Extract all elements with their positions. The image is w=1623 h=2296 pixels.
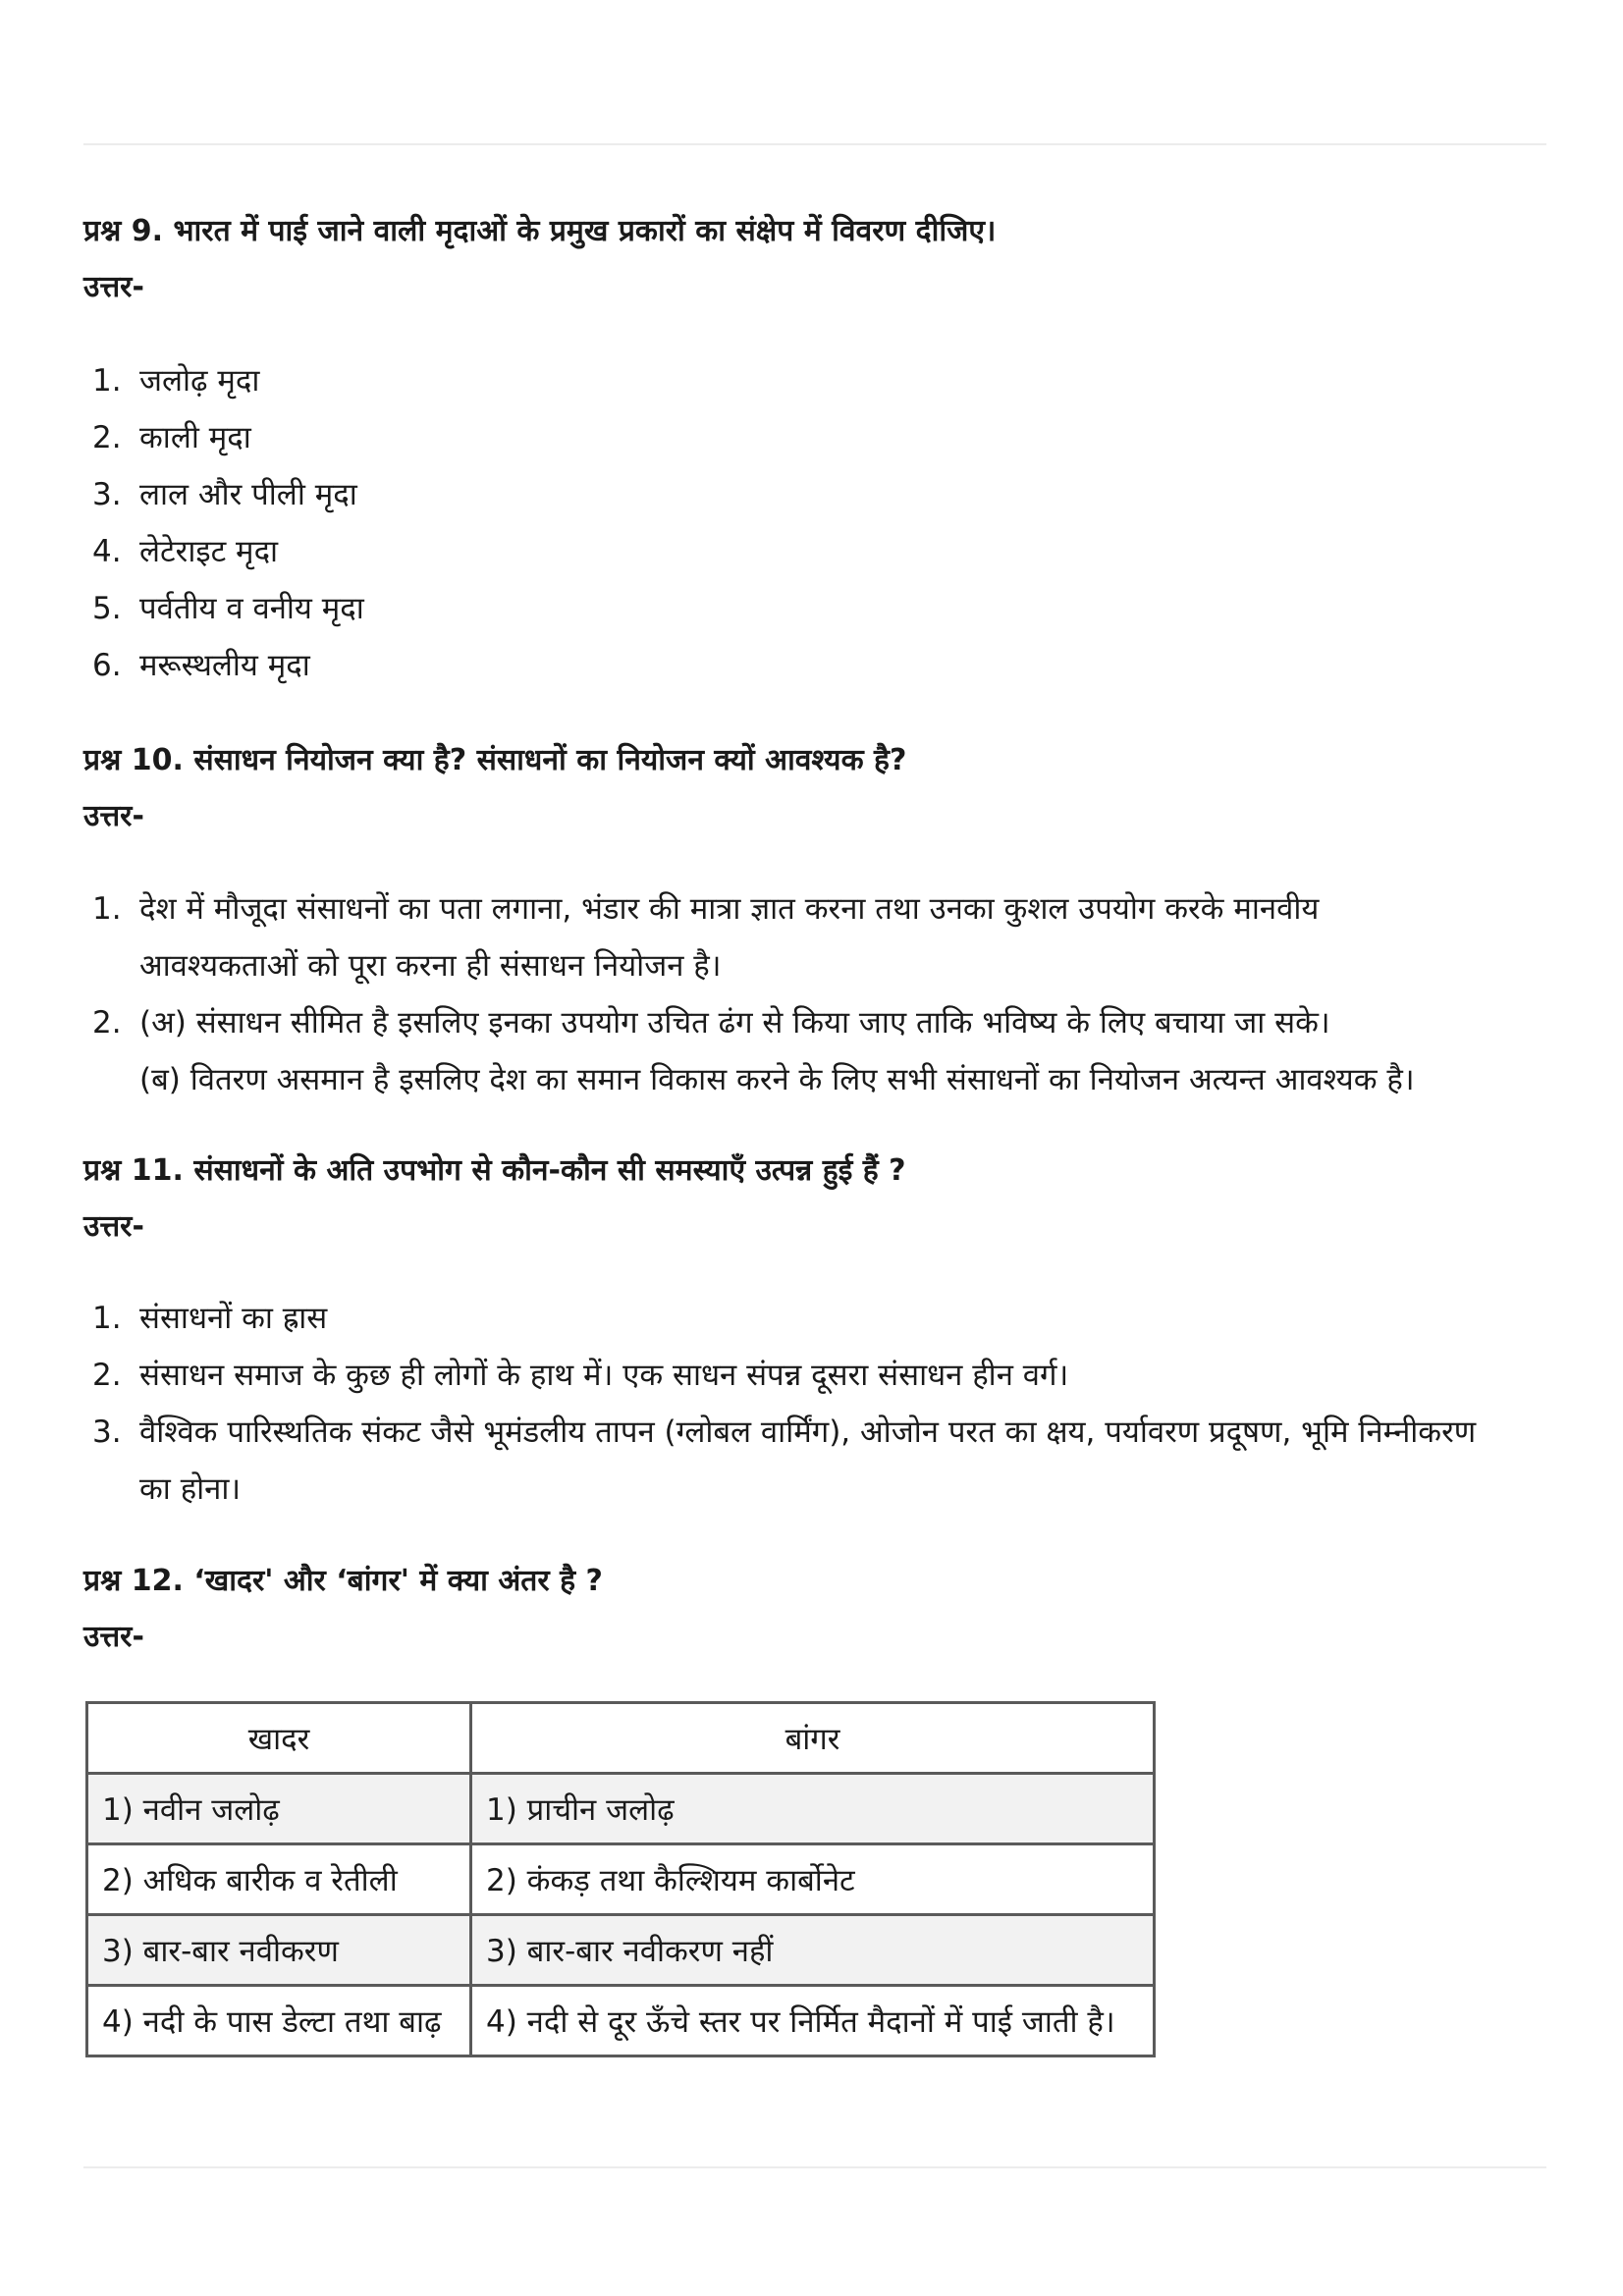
list-item: 1. जलोढ़ मृदा xyxy=(92,363,260,399)
list-item: 4. लेटेराइट मृदा xyxy=(92,534,279,569)
question-12: प्रश्न 12. ‘खादर' और ‘बांगर' में क्या अंतर है ? xyxy=(83,1564,603,1598)
table-row xyxy=(87,1915,1155,1986)
top-divider xyxy=(83,143,1546,145)
table-header-row xyxy=(87,1703,1155,1774)
question-9: प्रश्न 9. भारत में पाई जाने वाली मृदाओं के प्रमुख प्रकारों का संक्षेप में विवरण दीजिए। xyxy=(83,214,997,248)
question-10: प्रश्न 10. संसाधन नियोजन क्या है? संसाधनों का नियोजन क्यों आवश्यक है? xyxy=(83,743,907,777)
list-item: 5. पर्वतीय व वनीय मृदा xyxy=(92,591,364,626)
table-cell: 3) बार-बार नवीकरण xyxy=(87,1915,471,1986)
table-cell: 4) नदी से दूर ऊँचे स्तर पर निर्मित मैदानों में पाई जाती है। xyxy=(471,1986,1155,2056)
table-header-khadar: खादर xyxy=(87,1703,471,1774)
answer-label-10: उत्तर- xyxy=(83,799,144,833)
table-cell: 4) नदी के पास डेल्टा तथा बाढ़ xyxy=(87,1986,471,2056)
table-row xyxy=(87,1774,1155,1844)
list-item: 2. काली मृदा xyxy=(92,420,251,455)
list-item: 2. (अ) संसाधन सीमित है इसलिए इनका उपयोग उचित ढंग से किया जाए ताकि भविष्य के लिए बचाया जा सके। (ब) वितरण असमान है इसलिए देश का समान विकास करने के लिए सभी संसाधनों का नियोजन अत्यन्त आवश्यक है। xyxy=(92,1005,1415,1097)
list-item: 6. मरूस्थलीय मृदा xyxy=(92,648,310,683)
list-item: 3. लाल और पीली मृदा xyxy=(92,477,357,512)
answer-list-9 xyxy=(83,352,1556,694)
answer-list-11 xyxy=(83,1290,1556,1518)
table-cell: 3) बार-बार नवीकरण नहीं xyxy=(471,1915,1155,1986)
table-header-bangar: बांगर xyxy=(471,1703,1155,1774)
table-row xyxy=(87,1986,1155,2056)
answer-label-11: उत्तर- xyxy=(83,1209,144,1244)
question-11: प्रश्न 11. संसाधनों के अति उपभोग से कौन-कौन सी समस्याएँ उत्पन्न हुई हैं ? xyxy=(83,1153,906,1188)
table-cell: 2) कंकड़ तथा कैल्शियम कार्बोनेट xyxy=(471,1844,1155,1915)
answer-list-10 xyxy=(83,881,1556,1108)
answer-label-12: उत्तर- xyxy=(83,1620,144,1654)
list-item: 3. वैश्विक पारिस्थतिक संकट जैसे भूमंडलीय तापन (ग्लोबल वार्मिंग), ओजोन परत का क्षय, पर्यावरण प्रदूषण, भूमि निम्नीकरण का होना। xyxy=(92,1415,1477,1507)
list-item: 1. देश में मौजूदा संसाधनों का पता लगाना, भंडार की मात्रा ज्ञात करना तथा उनका कुशल उपयोग करके मानवीय आवश्यकताओं को पूरा करना ही संसाधन नियोजन है। xyxy=(92,891,1320,984)
list-item: 2. संसाधन समाज के कुछ ही लोगों के हाथ में। एक साधन संपन्न दूसरा संसाधन हीन वर्ग। xyxy=(92,1358,1069,1393)
khadar-bangar-table xyxy=(85,1701,1156,2057)
bottom-divider xyxy=(83,2166,1546,2168)
table-row xyxy=(87,1844,1155,1915)
table-cell: 1) प्राचीन जलोढ़ xyxy=(471,1774,1155,1844)
answer-label-9: उत्तर- xyxy=(83,270,144,304)
list-item: 1. संसाधनों का ह्रास xyxy=(92,1301,328,1336)
table-cell: 2) अधिक बारीक व रेतीली xyxy=(87,1844,471,1915)
table-cell: 1) नवीन जलोढ़ xyxy=(87,1774,471,1844)
